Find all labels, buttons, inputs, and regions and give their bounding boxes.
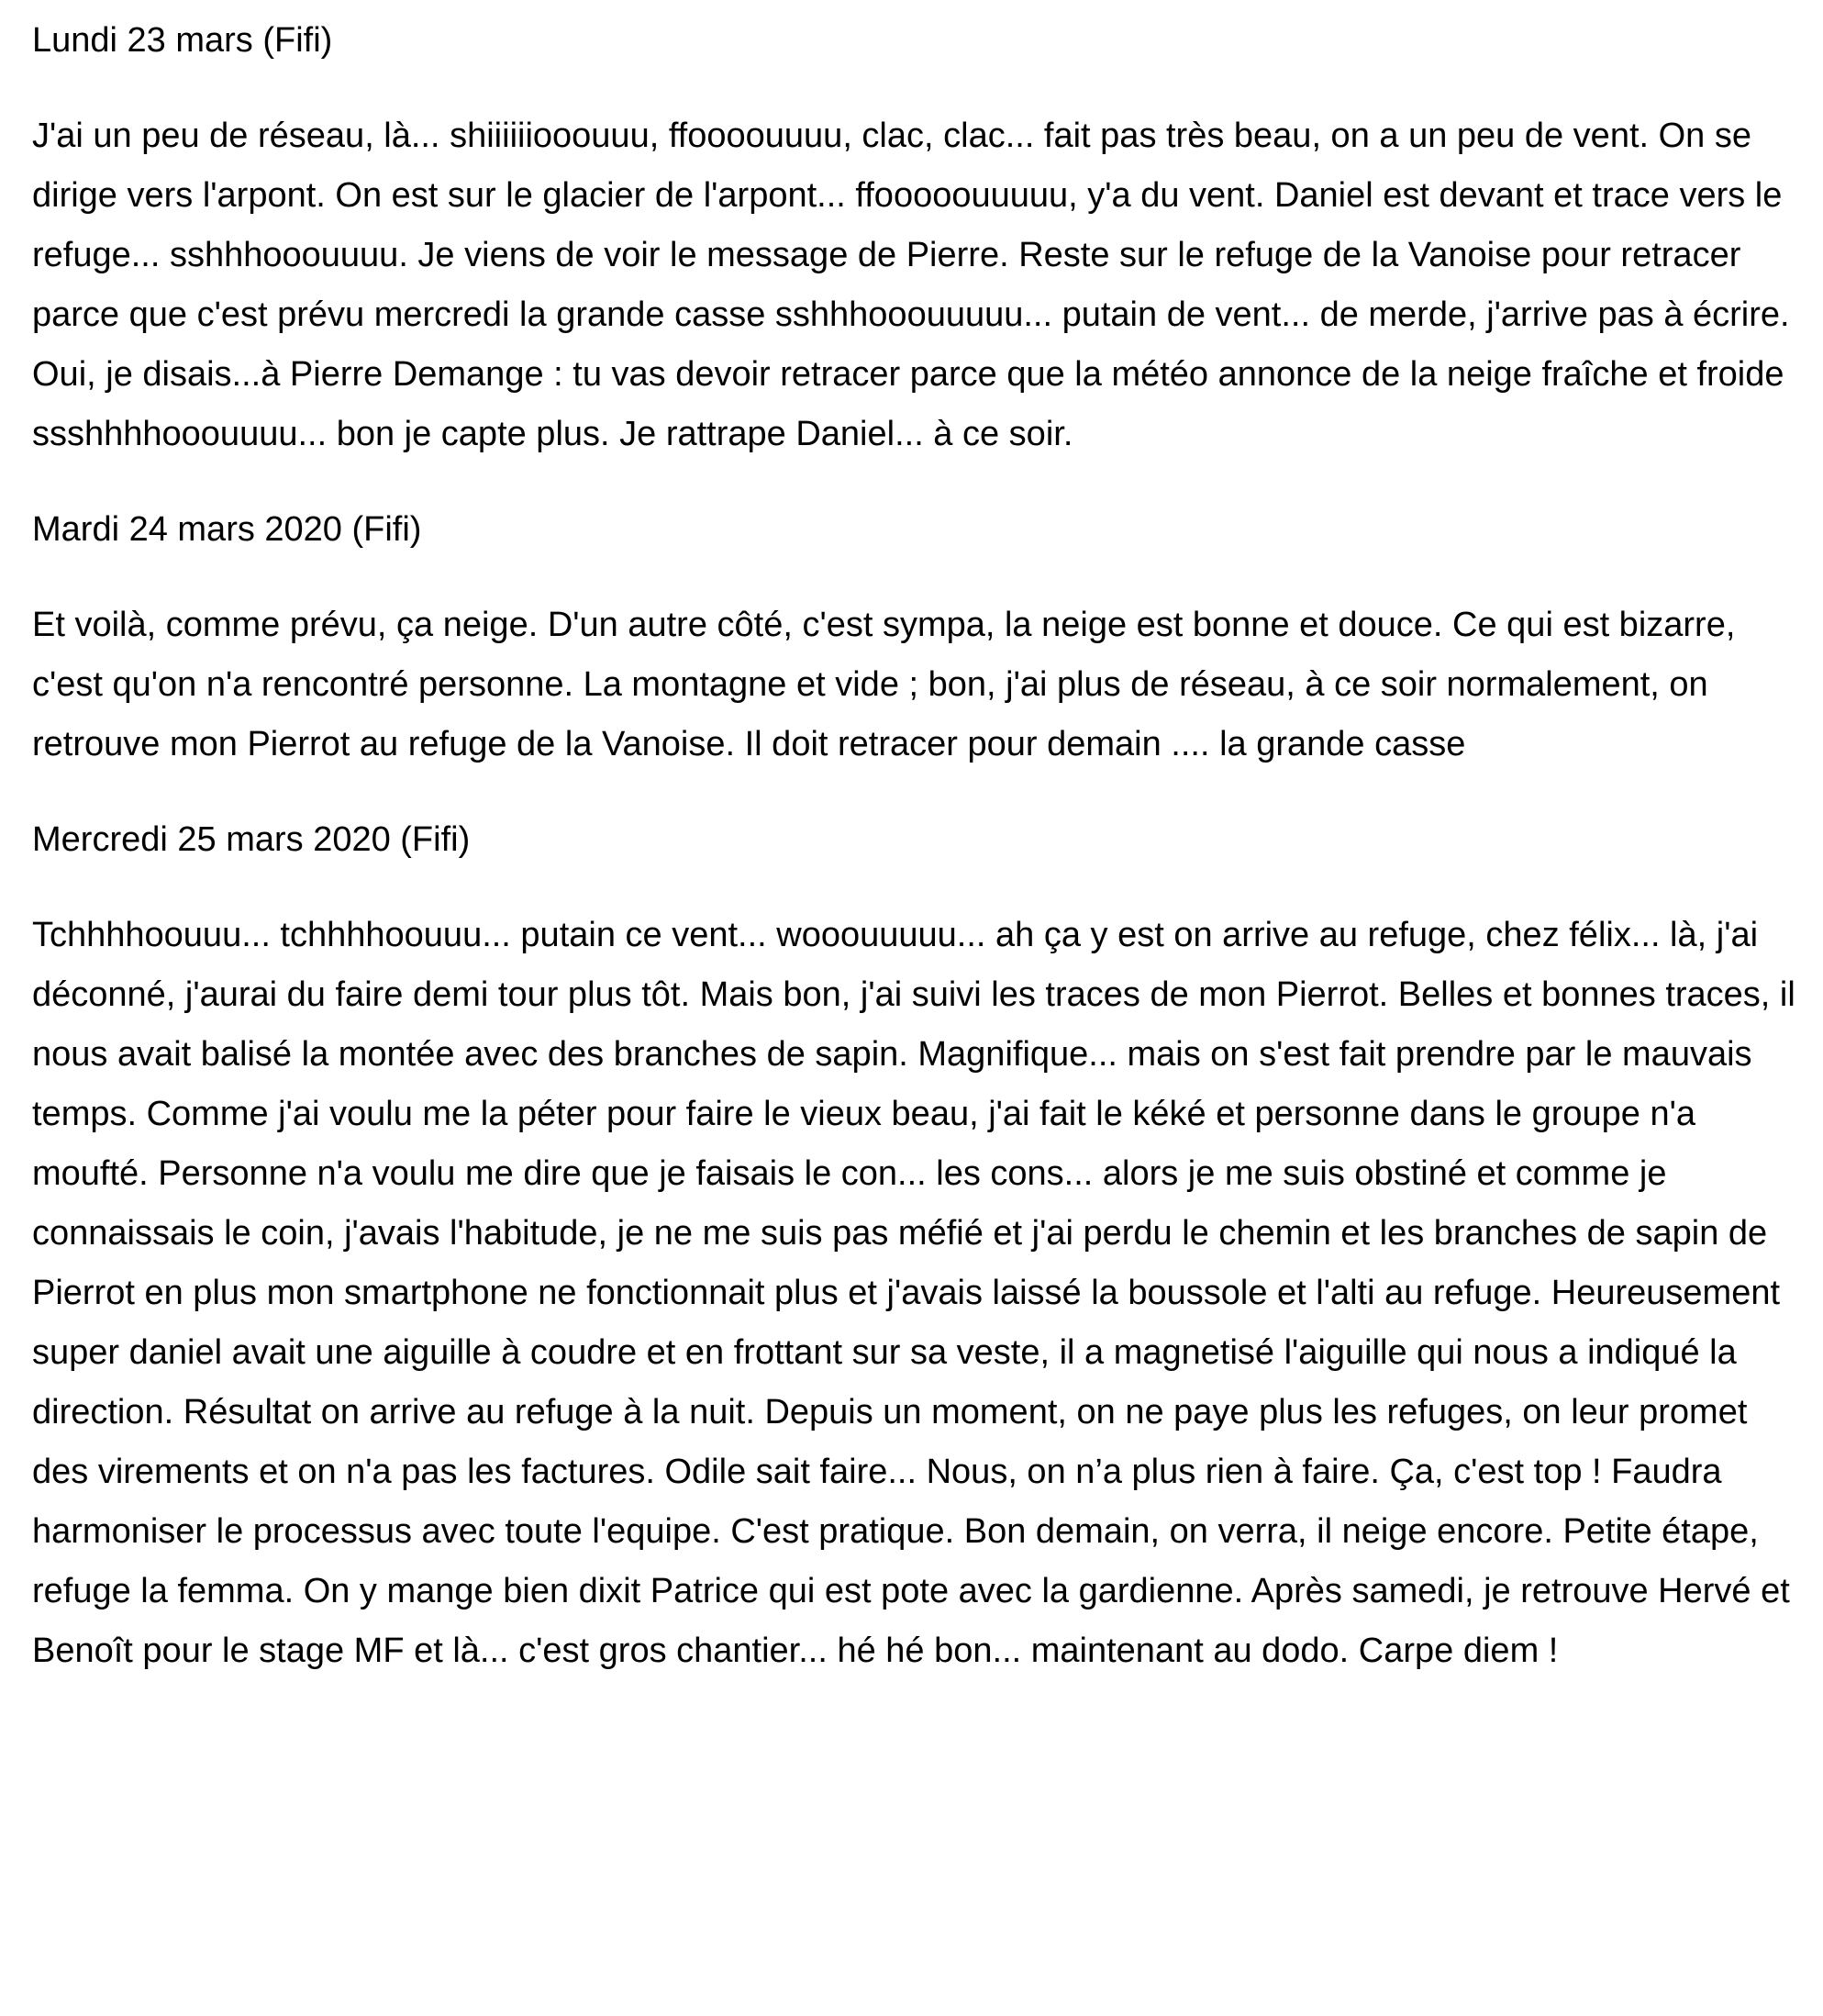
entry-date: Lundi 23 mars (Fifi) [32,21,333,60]
entry-date: Mercredi 25 mars 2020 (Fifi) [32,820,471,859]
journal-document [32,0,1803,1681]
journal-entry-1 [32,11,1803,464]
journal-entry-2 [32,500,1803,774]
entry-text: Tchhhhoouuu... tchhhhoouuu... putain ce vent... wooouuuuu... ah ça y est on arrive au refuge, chez félix... là, j'ai déconné, j'aurai du faire demi tour plus tôt. Mais bon, j'ai suivi les traces de mon Pierrot. Belles et bonnes traces, il nous avait balisé la montée avec des branches de sapin. Magnifique... mais on s'est fait prendre par le mauvais temps. Comme j'ai voulu me la péter pour faire le vieux beau, j'ai fait le kéké et personne dans le groupe n'a moufté. Personne n'a voulu me dire que je faisais le con... les cons... alors je me suis obstiné et comme je connaissais le coin, j'avais l'habitude, je ne me suis pas méfié et j'ai perdu le chemin et les branches de sapin de Pierrot en plus mon smartphone ne fonctionnait plus et j'avais laissé la boussole et l'alti au refuge. Heureusement super daniel avait une aiguille à coudre et en frottant sur sa veste, il a magnetisé l'aiguille qui nous a indiqué la direction. Résultat on arrive au refuge à la nuit. Depuis un moment, on ne paye plus les refuges, on leur promet des virements et on n'a pas les factures. Odile sait faire... Nous, on n’a plus rien à faire. Ça, c'est top ! Faudra harmoniser le processus avec toute l'equipe. C'est pratique. Bon demain, on verra, il neige encore. Petite étape, refuge la femma. On y mange bien dixit Patrice qui est pote avec la gardienne. Après samedi, je retrouve Hervé et Benoît pour le stage MF et là... c'est gros chantier... hé hé bon... maintenant au dodo. Carpe diem ! [32,916,1795,1670]
journal-entry-3 [32,810,1803,1681]
entry-text: Et voilà, comme prévu, ça neige. D'un autre côté, c'est sympa, la neige est bonne et douce. Ce qui est bizarre, c'est qu'on n'a rencontré personne. La montagne et vide ; bon, j'ai plus de réseau, à ce soir normalement, on retrouve mon Pierrot au refuge de la Vanoise. Il doit retracer pour demain .... la grande casse [32,606,1736,763]
entry-text: J'ai un peu de réseau, là... shiiiiiiooouuu, ffoooouuuu, clac, clac... fait pas très beau, on a un peu de vent. On se dirige vers l'arpont. On est sur le glacier de l'arpont... ffooooouuuuu, y'a du vent. Daniel est devant et trace vers le refuge... sshhhooouuuu. Je viens de voir le message de Pierre. Reste sur le refuge de la Vanoise pour retracer parce que c'est prévu mercredi la grande casse sshhhooouuuuu... putain de vent... de merde, j'arrive pas à écrire. Oui, je disais...à Pierre Demange : tu vas devoir retracer parce que la météo annonce de la neige fraîche et froide ssshhhhooouuuu... bon je capte plus. Je rattrape Daniel... à ce soir. [32,117,1790,453]
entry-date: Mardi 24 mars 2020 (Fifi) [32,510,422,549]
